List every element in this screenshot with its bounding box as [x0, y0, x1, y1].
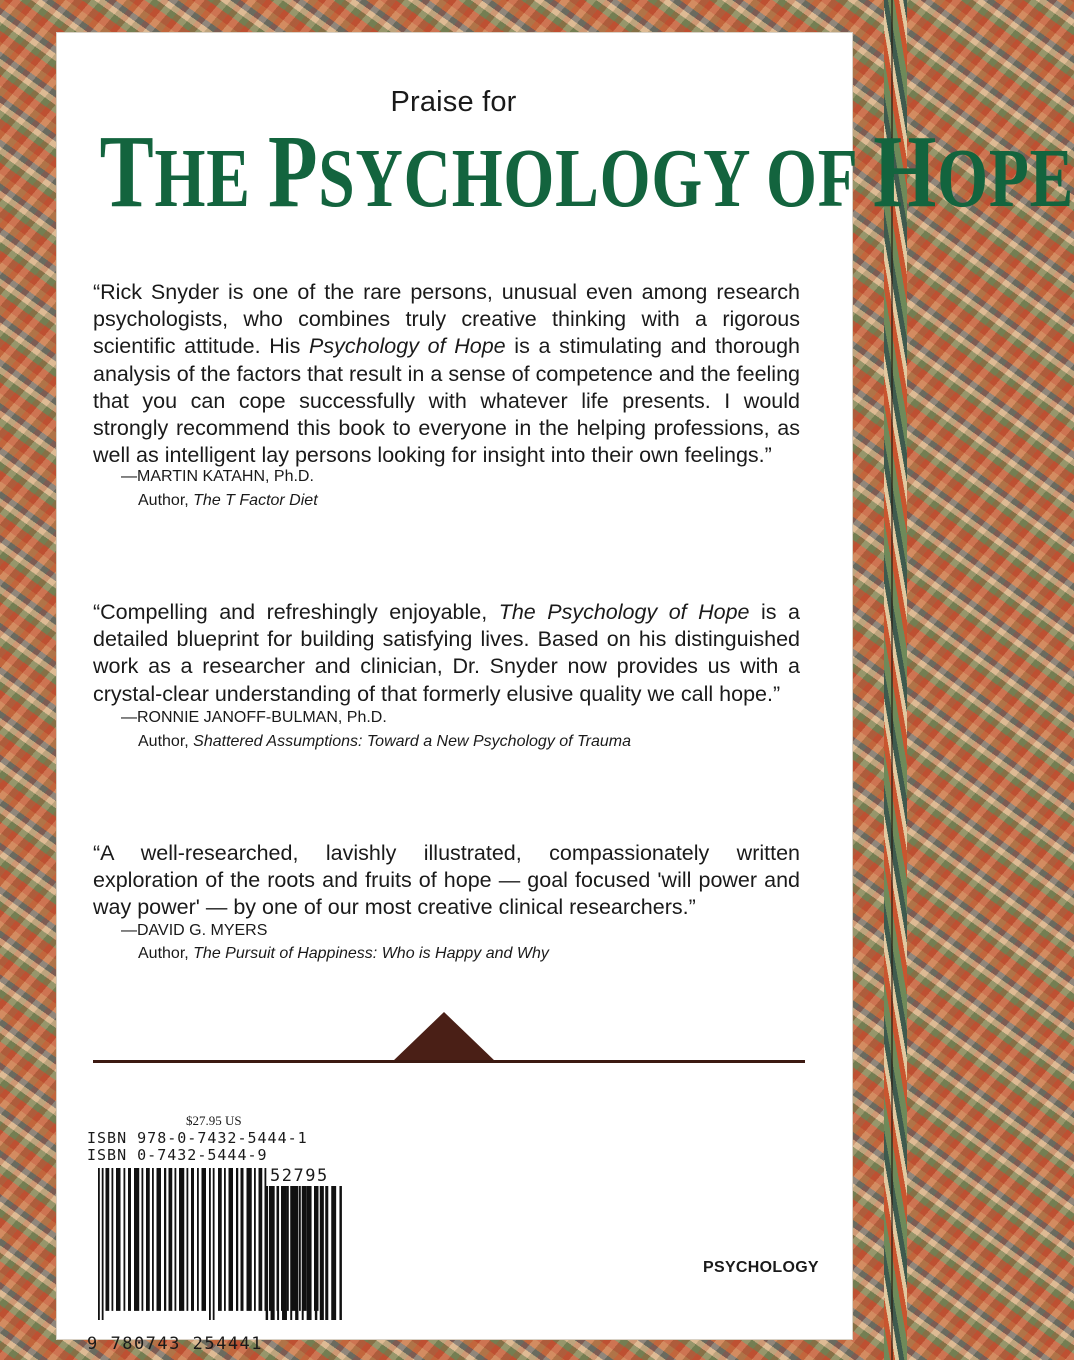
quote-role-katahn: Author, The T Factor Diet — [138, 492, 318, 509]
quote-author-janoff-bulman: —RONNIE JANOFF-BULMAN, Ph.D. — [121, 709, 387, 726]
price-code-digits: 52795 — [270, 1166, 329, 1186]
quote-author-katahn: —MARTIN KATAHN, Ph.D. — [121, 468, 314, 485]
price-barcode — [264, 1186, 346, 1320]
price-label: $27.95 US — [186, 1113, 242, 1128]
quote-katahn: “Rick Snyder is one of the rare persons, unusual even among research psychologists, who combines truly creative thinking with a rigorous scientific attitude. His Psychology of Hope is a stimulating and thorough analysis of the factors that result in a sense of competence and the feeling that you can cope successfully with whatever life presents. I would strongly recommend this book to everyone in the helping professions, as well as intelligent lay persons looking for insight into their own feelings.” — [93, 280, 800, 468]
barcode-digits: 9 780743 254441 — [87, 1334, 264, 1354]
book-title: THE PSYCHOLOGY OF HOPE — [99, 114, 1074, 229]
category-label: PSYCHOLOGY — [703, 1259, 819, 1276]
divider-triangle — [392, 1012, 496, 1062]
divider-line — [93, 1060, 805, 1063]
praise-label: Praise for — [390, 86, 517, 118]
quote-myers: “A well-researched, lavishly illustrated, compassionately written exploration of the roots and fruits of hope — goal focused 'will power and way power' — by one of our most creative clinical researchers.” — [93, 841, 800, 920]
quote-role-janoff-bulman: Author, Shattered Assumptions: Toward a New Psychology of Trauma — [138, 733, 631, 750]
isbn-13: ISBN 978-0-7432-5444-1 — [87, 1129, 308, 1147]
isbn-10: ISBN 0-7432-5444-9 — [87, 1146, 268, 1164]
quote-janoff-bulman: “Compelling and refreshingly enjoyable, The Psychology of Hope is a detailed blueprint for building satisfying lives. Based on his distinguished work as a researcher and clinician, Dr. Snyder now provides us with a crystal-clear understanding of that formerly elusive quality we call hope.” — [93, 600, 801, 706]
quote-role-myers: Author, The Pursuit of Happiness: Who is Happy and Why — [138, 945, 549, 962]
quote-author-myers: —DAVID G. MYERS — [121, 922, 268, 939]
